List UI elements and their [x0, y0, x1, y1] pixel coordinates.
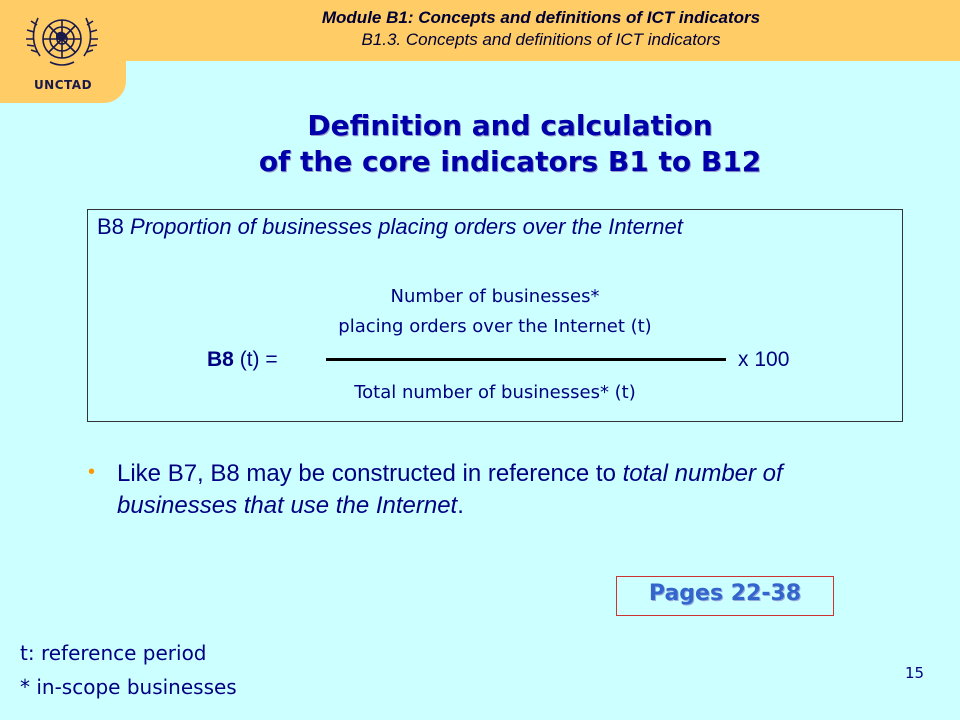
definition-heading: [97, 214, 683, 240]
footnote-reference-period: t: reference period: [20, 641, 207, 665]
page-number: 15: [905, 664, 925, 682]
formula-lhs-rest: (t) =: [239, 348, 278, 371]
slide-title: [0, 108, 960, 180]
formula-numerator-line1: Number of businesses*: [390, 286, 600, 307]
formula-lhs-code: B8: [207, 348, 234, 371]
bullet-text-end: .: [457, 492, 464, 519]
un-emblem-icon: [20, 6, 104, 72]
footnote-in-scope: * in-scope businesses: [20, 675, 237, 699]
formula-lhs: [207, 348, 278, 372]
bullet-text-plain: Like B7, B8 may be constructed in reference to: [117, 460, 623, 487]
slide-title-line1: Definition and calculation: [307, 109, 713, 142]
slide-title-line2: of the core indicators B1 to B12: [258, 145, 762, 178]
org-label: UNCTAD: [33, 78, 93, 92]
module-subtitle: B1.3. Concepts and definitions of ICT indicators: [361, 30, 721, 49]
formula-multiplier: x 100: [738, 348, 790, 371]
bullet-text: [117, 458, 877, 522]
formula-numerator-line2: placing orders over the Internet (t): [338, 316, 652, 337]
indicator-description: Proportion of businesses placing orders over the Internet: [130, 214, 683, 239]
definition-box: [87, 209, 903, 422]
logo-tab: [0, 0, 126, 103]
pages-reference-badge: Pages 22-38: [616, 576, 834, 616]
fraction-bar: [326, 358, 726, 361]
bullet-text-italic: total number of businesses that use the Internet: [117, 460, 783, 519]
bullet-marker: •: [88, 461, 96, 483]
indicator-code: B8: [97, 214, 124, 239]
module-title: Module B1: Concepts and definitions of ICT indicators: [321, 8, 761, 27]
formula-denominator: Total number of businesses* (t): [354, 382, 636, 403]
